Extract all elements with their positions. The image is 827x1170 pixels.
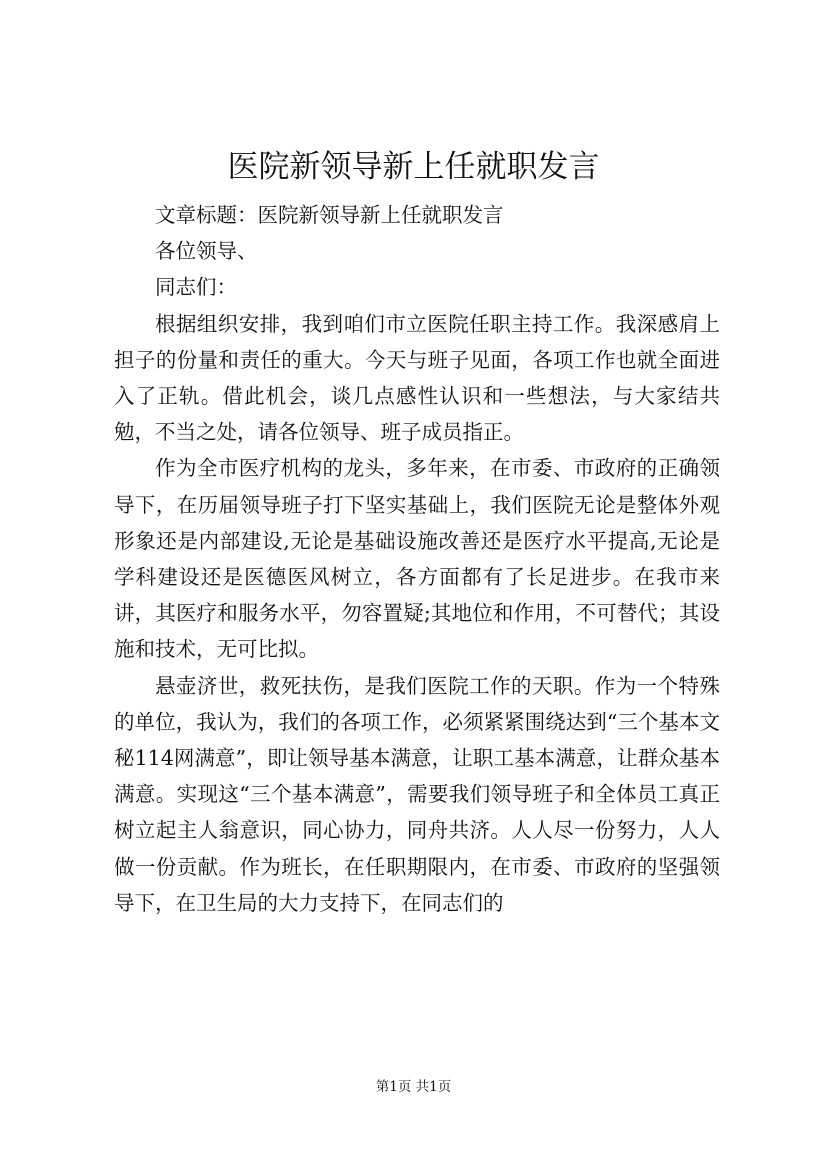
page-number-footer: 第1页 共1页 [375, 1079, 452, 1095]
paragraph-body-1: 根据组织安排，我到咱们市立医院任职主持工作。我深感肩上担子的份量和责任的重大。今天与班子见面，各项工作也就全面进入了正轨。借此机会，谈几点感性认识和一些想法，与大家结共勉，不当之处，请各位领导、班子成员指正。 [114, 311, 720, 445]
paragraph-article-title: 文章标题：医院新领导新上任就职发言 [155, 203, 504, 227]
document-title: 医院新领导新上任就职发言 [227, 149, 600, 185]
paragraph-body-3: 悬壶济世，救死扶伤，是我们医院工作的天职。作为一个特殊的单位，我认为，我们的各项工作，必须紧紧围绕达到“三个基本文秘114网满意”，即让领导基本满意，让职工基本满意，让群众基本满意。实现这“三个基本满意”，需要我们领导班子和全体员工真正树立起主人翁意识，同心协力，同舟共济。人人尽一份努力，人人做一份贡献。作为班长，在任职期限内，在市委、市政府的坚强领导下，在卫生局的大力支持下，在同志们的 [114, 673, 720, 915]
paragraph-salutation-comrades: 同志们： [155, 275, 237, 300]
document-body [114, 197, 720, 921]
paragraph-body-2: 作为全市医疗机构的龙头，多年来，在市委、市政府的正确领导下，在历届领导班子打下坚实基础上，我们医院无论是整体外观形象还是内部建设,无论是基础设施改善还是医疗水平提高,无论是学科建设还是医德医风树立，各方面都有了长足进步。在我市来讲，其医疗和服务水平，勿容置疑;其地位和作用，不可替代；其设施和技术，无可比拟。 [114, 456, 720, 662]
paragraph-salutation-leaders: 各位领导、 [155, 239, 258, 264]
